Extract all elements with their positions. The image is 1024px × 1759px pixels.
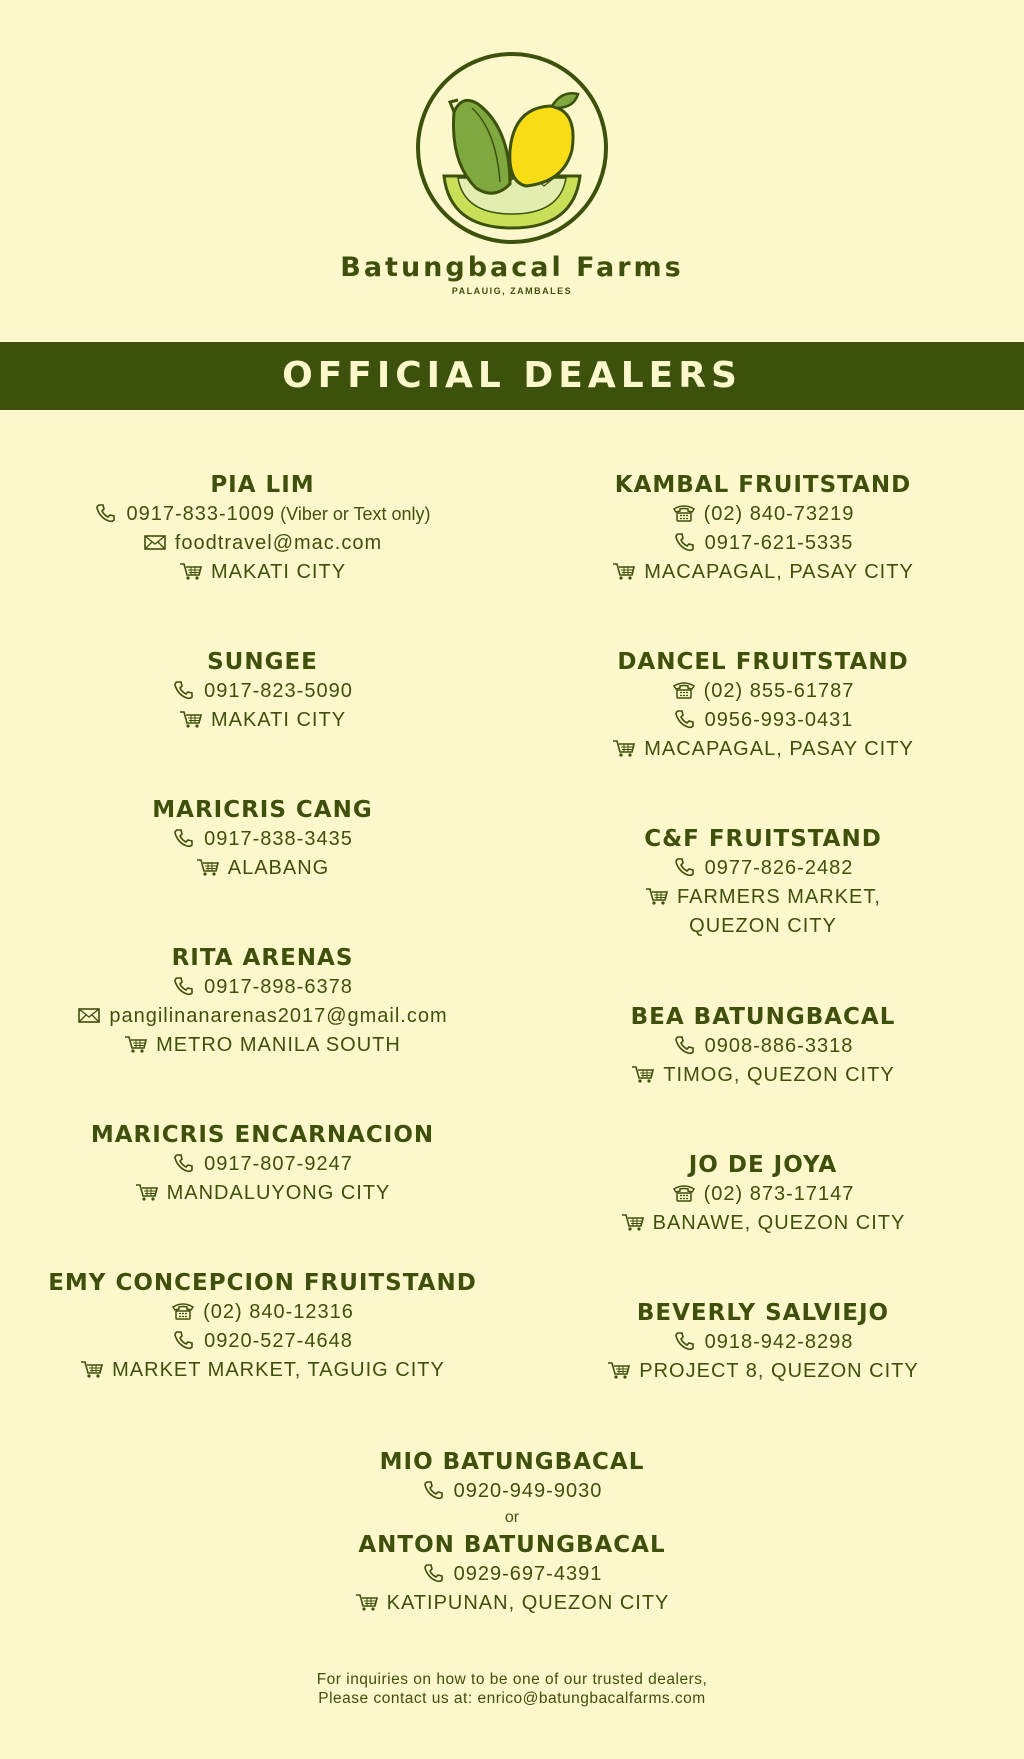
dealer-card [0, 470, 525, 587]
dealer-contact-line [0, 500, 525, 529]
mobile-phone-icon [673, 1331, 697, 1351]
phone-number: 0929-697-4391 [453, 1563, 603, 1585]
cart-icon [124, 1034, 148, 1054]
dealer-contact-line [0, 1477, 1024, 1506]
mobile-phone-icon [673, 709, 697, 729]
footer [0, 1670, 1024, 1708]
dealer-contact-line [0, 1002, 525, 1031]
dealer-name: EMY CONCEPCION FRUITSTAND [48, 1270, 477, 1296]
location-text: QUEZON CITY [689, 915, 837, 937]
dealer-contact-line [513, 1209, 1013, 1238]
dealer-contact-line [0, 529, 525, 558]
dealer-card [0, 943, 525, 1060]
phone-number: 0920-949-9030 [453, 1480, 603, 1502]
dealer-card [513, 1002, 1013, 1090]
dealer-contact-line [513, 1061, 1013, 1090]
phone-number: 0917-823-5090 [204, 680, 353, 702]
mobile-phone-icon [172, 828, 196, 848]
cart-icon [135, 1182, 159, 1202]
dealer-contact-line [513, 529, 1013, 558]
dealer-contact-line [513, 1180, 1013, 1209]
phone-number: 0917-838-3435 [204, 828, 353, 850]
phone-note: (Viber or Text only) [275, 504, 431, 524]
phone-number: 0917-807-9247 [204, 1153, 353, 1175]
cart-icon [607, 1360, 631, 1380]
location-text: BANAWE, QUEZON CITY [652, 1212, 906, 1234]
dealer-contact-line [0, 973, 525, 1002]
dealer-name: ANTON BATUNGBACAL [358, 1532, 666, 1558]
location-text: PROJECT 8, QUEZON CITY [639, 1360, 919, 1382]
email-icon [143, 532, 167, 552]
location-text: MACAPAGAL, PASAY CITY [644, 561, 914, 583]
dealer-name: PIA LIM [210, 472, 315, 498]
location-text: FARMERS MARKET, [677, 886, 881, 908]
dealer-card [513, 824, 1013, 941]
phone-number: 0920-527-4648 [204, 1330, 353, 1352]
dealer-name: DANCEL FRUITSTAND [617, 649, 909, 675]
dealer-card [513, 1298, 1013, 1386]
dealer-contact-line [513, 1328, 1013, 1357]
cart-icon [179, 561, 203, 581]
dealer-name: JO DE JOYA [688, 1152, 838, 1178]
dealer-contact-line [0, 1179, 525, 1208]
cart-icon [631, 1064, 655, 1084]
phone-number: 0917-833-1009 [126, 503, 276, 525]
dealer-contact-line [513, 706, 1013, 735]
landline-number: (02) 840-12316 [203, 1301, 354, 1323]
dealer-contact-line [513, 883, 1013, 912]
dealer-card [0, 795, 525, 883]
brand-location: PALAUIG, ZAMBALES [451, 286, 573, 296]
dealer-name: MIO BATUNGBACAL [379, 1449, 645, 1475]
dealer-contact-line [0, 1560, 1024, 1589]
cart-icon [612, 738, 636, 758]
dealer-contact-line [513, 677, 1013, 706]
landline-icon [672, 503, 696, 523]
cart-icon [80, 1359, 104, 1379]
dealer-card [0, 647, 525, 735]
landline-icon [672, 680, 696, 700]
dealer-card [513, 1150, 1013, 1238]
cart-icon [355, 1592, 379, 1612]
location-text: MARKET MARKET, TAGUIG CITY [112, 1359, 445, 1381]
location-text: MANDALUYONG CITY [166, 1182, 391, 1204]
dealer-contact-line [0, 558, 525, 587]
dealer-contact-line [513, 854, 1013, 883]
dealer-contact-line [513, 558, 1013, 587]
dealer-name: BEA BATUNGBACAL [630, 1004, 896, 1030]
footer-contact-line: Please contact us at: enrico@batungbacalfarms.com [318, 1690, 706, 1707]
footer-line: For inquiries on how to be one of our trusted dealers, [316, 1671, 708, 1688]
location-text: MAKATI CITY [210, 709, 347, 731]
brand-name: Batungbacal Farms [340, 252, 684, 283]
cart-icon [179, 709, 203, 729]
dealer-name: MARICRIS ENCARNACION [90, 1122, 435, 1148]
mobile-phone-icon [172, 1330, 196, 1350]
official-dealers-banner: OFFICIAL DEALERS [0, 342, 1024, 410]
cart-icon [196, 857, 220, 877]
mobile-phone-icon [673, 1035, 697, 1055]
or-separator: or [504, 1509, 520, 1526]
mobile-phone-icon [673, 532, 697, 552]
dealer-contact-line [513, 912, 1013, 941]
dealer-contact-line [0, 1298, 525, 1327]
dealer-name: SUNGEE [207, 649, 318, 675]
email-address: foodtravel@mac.com [174, 532, 383, 554]
phone-number: 0977-826-2482 [704, 857, 854, 879]
dealer-contact-line [0, 1031, 525, 1060]
dealer-contact-line [0, 1356, 525, 1385]
dealer-card [513, 647, 1013, 764]
mobile-phone-icon [172, 1153, 196, 1173]
mobile-phone-icon [422, 1480, 446, 1500]
mobile-phone-icon [94, 503, 118, 523]
phone-number: 0917-621-5335 [704, 532, 854, 554]
dealer-card [513, 470, 1013, 587]
dealer-contact-line [0, 677, 525, 706]
location-text: MAKATI CITY [210, 561, 347, 583]
dealer-contact-line [0, 1589, 1024, 1618]
location-text: TIMOG, QUEZON CITY [663, 1064, 895, 1086]
dealer-contact-line [513, 1357, 1013, 1386]
mobile-phone-icon [172, 680, 196, 700]
dealer-contact-line [513, 500, 1013, 529]
email-address: pangilinanarenas2017@gmail.com [109, 1005, 448, 1027]
bottom-dealer-block [0, 1447, 1024, 1618]
landline-number: (02) 873-17147 [703, 1183, 855, 1205]
dealer-contact-line [0, 706, 525, 735]
dealer-contact-line [513, 735, 1013, 764]
cart-icon [645, 886, 669, 906]
dealer-name: C&F FRUITSTAND [644, 826, 882, 852]
mobile-phone-icon [422, 1563, 446, 1583]
landline-number: (02) 840-73219 [703, 503, 855, 525]
cart-icon [612, 561, 636, 581]
phone-number: 0918-942-8298 [704, 1331, 854, 1353]
location-text: MACAPAGAL, PASAY CITY [644, 738, 914, 760]
location-text: METRO MANILA SOUTH [156, 1034, 401, 1056]
location-text: ALABANG [227, 857, 330, 879]
phone-number: 0956-993-0431 [704, 709, 854, 731]
dealer-name: KAMBAL FRUITSTAND [614, 472, 912, 498]
location-text: KATIPUNAN, QUEZON CITY [386, 1592, 670, 1614]
dealer-card [0, 1120, 525, 1208]
landline-icon [171, 1301, 195, 1321]
mobile-phone-icon [673, 857, 697, 877]
cart-icon [621, 1212, 645, 1232]
dealer-name: BEVERLY SALVIEJO [636, 1300, 890, 1326]
dealer-contact-line [0, 854, 525, 883]
landline-icon [672, 1183, 696, 1203]
farm-logo [414, 50, 610, 246]
dealer-contact-line [0, 1327, 525, 1356]
email-icon [77, 1005, 101, 1025]
dealer-contact-line [0, 1150, 525, 1179]
dealer-name: RITA ARENAS [171, 945, 354, 971]
phone-number: 0917-898-6378 [204, 976, 353, 998]
dealer-contact-line [513, 1032, 1013, 1061]
mobile-phone-icon [172, 976, 196, 996]
dealer-card [0, 1268, 525, 1385]
landline-number: (02) 855-61787 [703, 680, 855, 702]
dealer-contact-line [0, 825, 525, 854]
dealer-name: MARICRIS CANG [152, 797, 373, 823]
phone-number: 0908-886-3318 [704, 1035, 854, 1057]
